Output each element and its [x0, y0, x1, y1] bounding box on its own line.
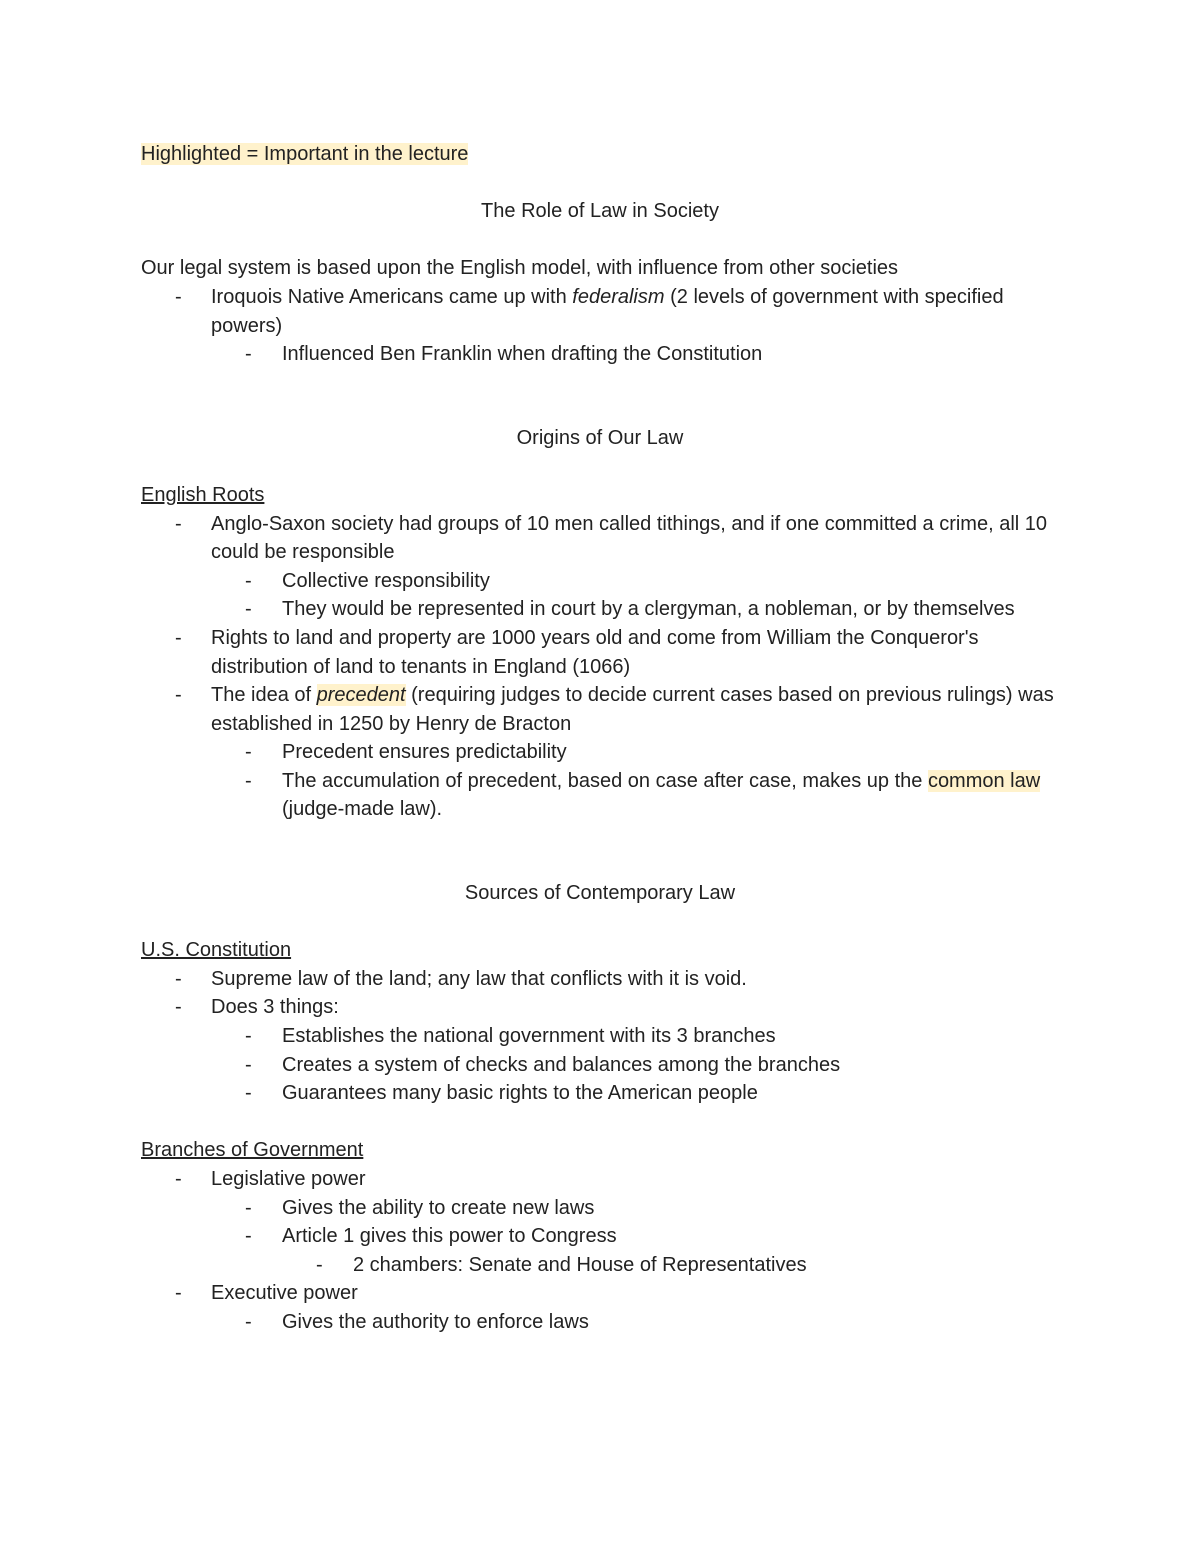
bullet-dash: -	[316, 1253, 323, 1276]
list-item	[141, 624, 1061, 681]
section-title-role-of-law: The Role of Law in Society	[481, 200, 719, 223]
bullet-text: Establishes the national government with its 3 branches	[282, 1025, 776, 1048]
list-item	[141, 1079, 1061, 1108]
list-item	[141, 1051, 1061, 1080]
subheading-english-roots: English Roots	[141, 483, 265, 506]
bullet-dash: -	[245, 343, 252, 366]
legend-highlight: Highlighted = Important in the lecture	[141, 143, 469, 165]
term-federalism: federalism	[572, 285, 665, 308]
section-title-sources: Sources of Contemporary Law	[464, 882, 736, 905]
list-item	[141, 283, 1061, 340]
bullet-dash: -	[245, 1082, 252, 1105]
legend-line	[141, 140, 1061, 169]
list-item	[141, 738, 1061, 767]
term-precedent: precedent	[316, 684, 406, 707]
list-item	[141, 595, 1061, 624]
list-item	[141, 567, 1061, 596]
bullet-dash: -	[245, 1025, 252, 1048]
bullet-text: Influenced Ben Franklin when drafting the Constitution	[282, 343, 763, 366]
bullet-text: Supreme law of the land; any law that conflicts with it is void.	[211, 967, 747, 990]
list-item	[141, 1222, 1061, 1251]
bullet-dash: -	[175, 967, 182, 990]
bullet-text: Rights to land and property are 1000 years old and come from William the Conqueror's distribution of land to tenants in England (1066)	[211, 626, 979, 678]
bullet-text: They would be represented in court by a clergyman, a nobleman, or by themselves	[282, 598, 1015, 621]
intro-paragraph: Our legal system is based upon the English model, with influence from other societies	[141, 257, 899, 280]
bullet-text: Creates a system of checks and balances among the branches	[282, 1053, 841, 1076]
bullet-dash: -	[245, 1196, 252, 1219]
bullet-text: Precedent ensures predictability	[282, 741, 567, 764]
bullet-text: Gives the ability to create new laws	[282, 1196, 595, 1219]
bullet-dash: -	[175, 285, 182, 308]
bullet-dash: -	[175, 512, 182, 535]
bullet-text: Article 1 gives this power to Congress	[282, 1225, 617, 1248]
bullet-dash: -	[175, 1168, 182, 1190]
bullet-text: Does 3 things:	[211, 996, 339, 1019]
bullet-text: Gives the authority to enforce laws	[282, 1310, 589, 1333]
list-item	[141, 681, 1061, 738]
bullet-text: The idea of	[211, 684, 317, 707]
bullet-dash: -	[245, 569, 252, 592]
bullet-text: Iroquois Native Americans came up with	[211, 285, 573, 308]
bullet-text: Guarantees many basic rights to the American people	[282, 1082, 758, 1105]
bullet-dash: -	[245, 598, 252, 621]
list-item	[141, 510, 1061, 567]
bullet-text: The accumulation of precedent, based on case after case, makes up the	[282, 769, 928, 792]
list-item	[141, 767, 1061, 824]
list-item	[141, 1279, 1061, 1308]
bullet-dash: -	[245, 741, 252, 764]
bullet-dash: -	[175, 996, 182, 1019]
bullet-text: Collective responsibility	[282, 569, 490, 592]
bullet-dash: -	[175, 1282, 182, 1305]
bullet-dash: -	[245, 1053, 252, 1076]
bullet-dash: -	[245, 1225, 252, 1248]
bullet-dash: -	[175, 684, 182, 707]
bullet-text: Executive power	[211, 1282, 358, 1305]
list-item	[141, 1308, 1061, 1337]
list-item	[141, 340, 1061, 369]
bullet-dash: -	[175, 626, 182, 649]
bullet-text: Anglo-Saxon society had groups of 10 men called tithings, and if one committed a crime, all 10 could be responsible	[211, 512, 1048, 564]
bullet-text: (2 levels of government with specified powers)	[211, 285, 1004, 337]
term-common-law: common law	[927, 769, 1041, 792]
bullet-dash: -	[245, 769, 252, 792]
list-item	[141, 1022, 1061, 1051]
bullet-text: Legislative power	[211, 1168, 366, 1190]
bullet-dash: -	[245, 1310, 252, 1333]
list-item	[141, 1194, 1061, 1223]
bullet-text: 2 chambers: Senate and House of Representatives	[353, 1253, 807, 1276]
subheading-us-constitution: U.S. Constitution	[141, 939, 292, 962]
subheading-branches: Branches of Government	[141, 1139, 364, 1162]
list-item	[141, 993, 1061, 1022]
section-title-origins: Origins of Our Law	[516, 426, 684, 449]
list-item	[141, 965, 1061, 994]
document-page	[141, 140, 1061, 1337]
list-item	[141, 1165, 1061, 1194]
bullet-text: (requiring judges to decide current cases based on previous rulings) was established in 1250 by Henry de Bracton	[211, 684, 1054, 735]
bullet-text: (judge-made law).	[282, 798, 443, 821]
list-item	[141, 1251, 1061, 1280]
